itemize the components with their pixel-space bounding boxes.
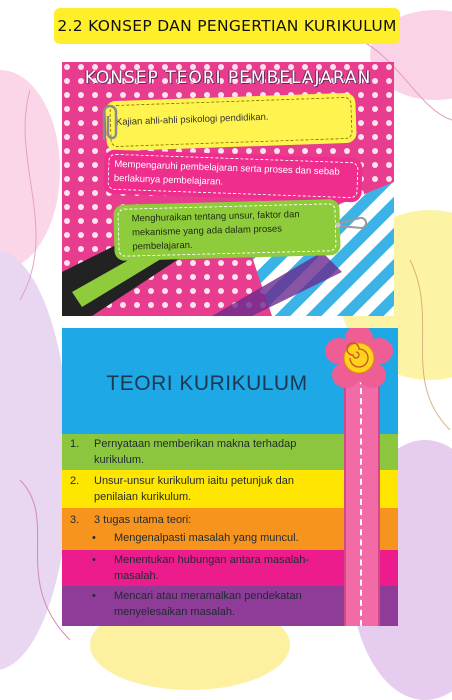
bullet-dot-icon: • bbox=[92, 554, 96, 566]
list-item-3 bbox=[70, 512, 350, 528]
bullet-item-3-line2: menyelesaikan masalah. bbox=[114, 606, 236, 618]
slide-teori-kurikulum bbox=[62, 328, 398, 626]
slide-konsep-teori-pembelajaran bbox=[62, 62, 394, 316]
bullet-dot-icon: • bbox=[92, 532, 96, 544]
list-item-2 bbox=[70, 473, 350, 505]
list-item-2-line1: Unsur-unsur kurikulum iaitu petunjuk dan bbox=[94, 475, 294, 487]
slide1-title: KONSEP TEORI PEMBELAJARAN bbox=[84, 68, 372, 88]
note-pink-text: Mempengaruhi pembelajaran serta proses dan sebab berlakunya pembelajaran. bbox=[113, 158, 340, 188]
safety-pin-icon bbox=[334, 212, 368, 236]
note-green bbox=[113, 199, 340, 261]
bullet-item-2-line1: Menentukan hubungan antara masalah- bbox=[114, 554, 310, 566]
list-item-1-line2: kurikulum. bbox=[94, 454, 145, 466]
bullet-item-1 bbox=[92, 530, 362, 546]
list-item-1-line1: Pernyataan memberikan makna terhadap bbox=[94, 438, 297, 450]
slide2-heading: TEORI KURIKULUM bbox=[106, 372, 308, 395]
title-banner bbox=[54, 8, 400, 44]
list-item-2-line2: penilaian kurikulum. bbox=[94, 491, 192, 503]
page-title: 2.2 KONSEP DAN PENGERTIAN KURIKULUM bbox=[57, 17, 397, 35]
note-yellow bbox=[105, 93, 357, 152]
paperclip-icon bbox=[96, 104, 126, 144]
bullet-dot-icon: • bbox=[92, 590, 96, 602]
list-item-2-number: 2. bbox=[70, 475, 80, 487]
list-item-3-number: 3. bbox=[70, 514, 80, 526]
bullet-item-2-line2: masalah. bbox=[114, 570, 159, 582]
list-item-1 bbox=[70, 436, 350, 468]
list-item-1-number: 1. bbox=[70, 438, 80, 450]
bullet-item-3-line1: Mencari atau meramalkan pendekatan bbox=[114, 590, 302, 602]
bullet-item-1-line1: Mengenalpasti masalah yang muncul. bbox=[114, 532, 299, 544]
bullet-item-3 bbox=[92, 588, 362, 620]
note-green-text: Menghuraikan tentang unsur, faktor dan mekanisme yang ada dalam proses pembelajaran. bbox=[131, 209, 300, 253]
note-pink bbox=[103, 150, 362, 203]
note-yellow-text: Kajian ahli-ahli psikologi pendidikan. bbox=[115, 111, 269, 129]
bullet-item-2 bbox=[92, 552, 362, 584]
list-item-3-line1: 3 tugas utama teori: bbox=[94, 514, 192, 526]
